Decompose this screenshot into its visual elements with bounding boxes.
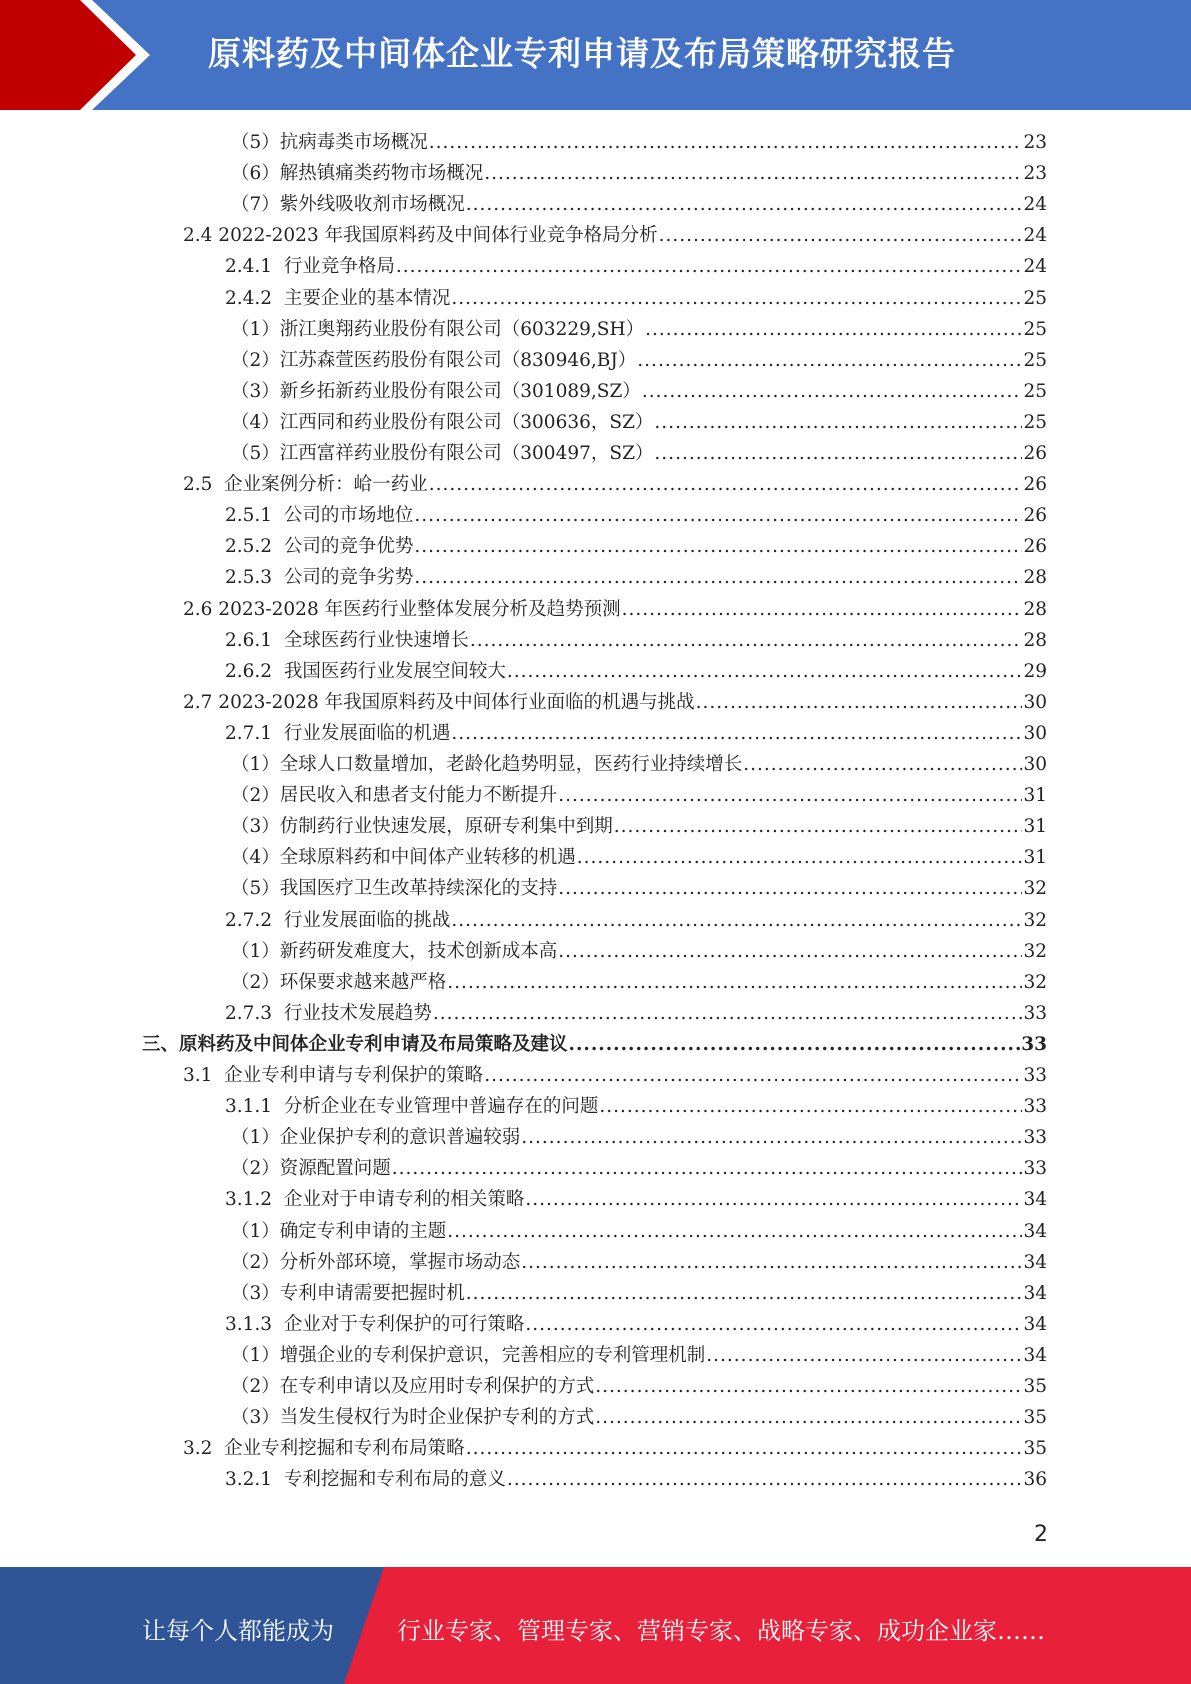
toc-entry-title: （5）我国医疗卫生改革持续深化的支持 xyxy=(231,878,558,900)
toc-entry-page: 24 xyxy=(1023,194,1047,216)
toc-entry-title: （1）新药研发难度大，技术创新成本高 xyxy=(231,940,558,962)
toc-entry[interactable] xyxy=(231,780,1047,811)
toc-entry-page: 34 xyxy=(1023,1282,1047,1304)
toc-entry-title: 3.2.1 专利挖掘和专利布局的意义 xyxy=(225,1469,506,1491)
toc-entry[interactable] xyxy=(225,905,1047,936)
toc-entry[interactable] xyxy=(225,656,1047,687)
toc-entry-title: （2）资源配置问题 xyxy=(231,1158,391,1180)
toc-leader-dots xyxy=(642,376,1023,407)
toc-leader-dots xyxy=(622,594,1023,625)
toc-leader-dots xyxy=(429,469,1023,500)
toc-leader-dots xyxy=(521,1247,1022,1278)
toc-entry[interactable] xyxy=(225,1464,1047,1495)
toc-entry-title: （4）江西同和药业股份有限公司（300636，SZ） xyxy=(231,411,654,433)
toc-entry[interactable] xyxy=(231,1402,1047,1433)
toc-leader-dots xyxy=(414,531,1022,562)
toc-entry-title: （3）仿制药行业快速发展，原研专利集中到期 xyxy=(231,816,613,838)
toc-entry[interactable] xyxy=(225,718,1047,749)
toc-entry-title: 2.4.2 主要企业的基本情况 xyxy=(225,287,451,309)
toc-leader-dots xyxy=(595,1402,1022,1433)
toc-entry-page: 32 xyxy=(1023,878,1047,900)
toc-leader-dots xyxy=(696,687,1023,718)
toc-entry-page: 32 xyxy=(1023,909,1047,931)
toc-entry[interactable] xyxy=(231,842,1047,873)
toc-entry-page: 31 xyxy=(1023,816,1047,838)
toc-entry-title: （1）企业保护专利的意识普遍较弱 xyxy=(231,1127,521,1149)
toc-leader-dots xyxy=(525,1309,1022,1340)
toc-entry-page: 33 xyxy=(1023,1065,1047,1086)
toc-entry[interactable] xyxy=(231,189,1047,220)
toc-entry[interactable] xyxy=(183,594,1047,625)
toc-entry[interactable] xyxy=(183,220,1047,251)
toc-leader-dots xyxy=(451,905,1022,936)
toc-entry-title: （5）江西富祥药业股份有限公司（300497，SZ） xyxy=(231,443,654,464)
toc-entry-page: 36 xyxy=(1023,1469,1047,1491)
toc-leader-dots xyxy=(507,656,1023,687)
header-banner xyxy=(0,0,1191,110)
toc-entry[interactable] xyxy=(225,283,1047,314)
toc-entry-title: 3.1.3 企业对于专利保护的可行策略 xyxy=(225,1313,525,1335)
toc-entry-title: 2.5.2 公司的竞争优势 xyxy=(225,536,414,558)
toc-leader-dots xyxy=(558,873,1022,904)
toc-entry-title: 2.7 2023-2028 年我国原料药及中间体行业面临的机遇与挑战 xyxy=(183,691,695,713)
toc-entry-title: （2）江苏森萱医药股份有限公司（830946,BJ） xyxy=(231,349,637,371)
toc-entry[interactable] xyxy=(231,1216,1047,1247)
toc-entry[interactable] xyxy=(231,158,1047,189)
toc-entry-title: 2.5.1 公司的市场地位 xyxy=(225,505,414,527)
toc-leader-dots xyxy=(558,936,1022,967)
toc-entry[interactable] xyxy=(231,1153,1047,1184)
toc-entry-title: 3.1 企业专利申请与专利保护的策略 xyxy=(183,1065,484,1086)
toc-leader-dots xyxy=(614,811,1023,842)
toc-entry-title: 2.6 2023-2028 年医药行业整体发展分析及趋势预测 xyxy=(183,598,621,620)
toc-entry-page: 35 xyxy=(1023,1376,1047,1397)
toc-entry[interactable] xyxy=(231,749,1047,780)
toc-entry-title: 3.2 企业专利挖掘和专利布局策略 xyxy=(183,1438,465,1460)
toc-leader-dots xyxy=(599,1091,1022,1122)
toc-entry[interactable] xyxy=(231,438,1047,469)
toc-entry[interactable] xyxy=(231,407,1047,438)
page-number: 2 xyxy=(1034,1522,1048,1547)
toc-entry-page: 24 xyxy=(1023,256,1047,278)
toc-entry[interactable] xyxy=(231,314,1047,345)
toc-entry[interactable] xyxy=(231,1278,1047,1309)
toc-entry-page: 33 xyxy=(1023,1158,1047,1180)
toc-entry[interactable] xyxy=(231,1340,1047,1371)
toc-entry[interactable] xyxy=(225,1091,1047,1122)
toc-entry-page: 25 xyxy=(1023,380,1047,402)
toc-entry-page: 28 xyxy=(1023,629,1047,651)
toc-leader-dots xyxy=(447,967,1022,998)
toc-entry[interactable] xyxy=(231,967,1047,998)
toc-entry[interactable] xyxy=(225,625,1047,656)
toc-leader-dots xyxy=(396,251,1023,282)
toc-leader-dots xyxy=(569,1029,1021,1060)
toc-entry-page: 26 xyxy=(1023,474,1047,496)
toc-entry-page: 34 xyxy=(1023,1189,1047,1211)
toc-entry[interactable] xyxy=(225,562,1047,593)
toc-entry-page: 33 xyxy=(1021,1033,1047,1055)
toc-entry-page: 30 xyxy=(1023,722,1047,744)
toc-entry[interactable] xyxy=(231,873,1047,904)
toc-entry-title: （1）增强企业的专利保护意识，完善相应的专利管理机制 xyxy=(231,1344,706,1366)
toc-entry-page: 26 xyxy=(1023,443,1047,464)
toc-entry-title: 2.7.1 行业发展面临的机遇 xyxy=(225,722,451,744)
toc-entry-page: 25 xyxy=(1023,349,1047,371)
toc-entry-page: 35 xyxy=(1023,1407,1047,1429)
toc-entry[interactable] xyxy=(231,127,1047,158)
toc-entry-page: 31 xyxy=(1023,785,1047,807)
toc-entry-page: 28 xyxy=(1023,598,1047,620)
toc-entry-title: （3）新乡拓新药业股份有限公司（301089,SZ） xyxy=(231,380,641,402)
toc-entry-title: 2.6.1 全球医药行业快速增长 xyxy=(225,629,469,651)
toc-entry-title: （1）全球人口数量增加，老龄化趋势明显，医药行业持续增长 xyxy=(231,754,743,775)
toc-entry[interactable] xyxy=(225,251,1047,282)
toc-entry-page: 25 xyxy=(1023,318,1047,340)
footer-slogan-right: 行业专家、管理专家、营销专家、战略专家、成功企业家…… xyxy=(397,1617,1045,1645)
toc-entry-page: 30 xyxy=(1023,754,1047,775)
toc-entry-title: 三、原料药及中间体企业专利申请及布局策略及建议 xyxy=(142,1033,568,1055)
toc-entry-page: 32 xyxy=(1023,971,1047,993)
toc-leader-dots xyxy=(525,1184,1022,1215)
toc-leader-dots xyxy=(414,500,1022,531)
toc-leader-dots xyxy=(466,1433,1023,1464)
toc-entry[interactable] xyxy=(231,1122,1047,1153)
toc-leader-dots xyxy=(558,780,1022,811)
toc-entry-title: （1）浙江奥翔药业股份有限公司（603229,SH） xyxy=(231,318,645,340)
toc-leader-dots xyxy=(466,1278,1023,1309)
toc-leader-dots xyxy=(447,1216,1022,1247)
toc-entry-title: （1）确定专利申请的主题 xyxy=(231,1220,447,1242)
toc-entry-page: 34 xyxy=(1023,1220,1047,1242)
toc-entry[interactable] xyxy=(225,500,1047,531)
toc-entry[interactable] xyxy=(231,811,1047,842)
toc-entry[interactable] xyxy=(183,687,1047,718)
toc-entry-title: （7）紫外线吸收剂市场概况 xyxy=(231,194,465,216)
toc-leader-dots xyxy=(414,562,1022,593)
toc-entry-page: 30 xyxy=(1023,691,1047,713)
toc-entry-page: 24 xyxy=(1023,225,1047,247)
toc-entry-title: （5）抗病毒类市场概况 xyxy=(231,132,428,153)
toc-leader-dots xyxy=(743,749,1022,780)
toc-entry-title: （2）环保要求越来越严格 xyxy=(231,971,447,993)
toc-entry-page: 32 xyxy=(1023,940,1047,962)
toc-leader-dots xyxy=(433,998,1023,1029)
toc-entry-title: （2）分析外部环境，掌握市场动态 xyxy=(231,1251,521,1273)
toc-leader-dots xyxy=(595,1371,1022,1402)
toc-entry[interactable] xyxy=(142,1029,1047,1060)
footer-banner xyxy=(0,1567,1191,1684)
toc-entry[interactable] xyxy=(231,1247,1047,1278)
toc-leader-dots xyxy=(451,718,1022,749)
toc-leader-dots xyxy=(577,842,1023,873)
report-title: 原料药及中间体企业专利申请及布局策略研究报告 xyxy=(208,34,956,73)
toc-entry-title: 2.7.2 行业发展面临的挑战 xyxy=(225,909,451,931)
toc-entry[interactable] xyxy=(231,1371,1047,1402)
toc-entry-page: 35 xyxy=(1023,1438,1047,1460)
toc-entry-title: 2.5 企业案例分析：峆一药业 xyxy=(183,474,428,496)
toc-entry-page: 33 xyxy=(1023,1127,1047,1149)
toc-entry-title: （4）全球原料药和中间体产业转移的机遇 xyxy=(231,847,576,869)
toc-entry-page: 25 xyxy=(1023,287,1047,309)
toc-entry-title: 3.1.1 分析企业在专业管理中普遍存在的问题 xyxy=(225,1096,599,1118)
toc-leader-dots xyxy=(451,283,1022,314)
toc-entry[interactable] xyxy=(225,531,1047,562)
toc-entry[interactable] xyxy=(225,1309,1047,1340)
toc-leader-dots xyxy=(507,1464,1023,1495)
toc-entry[interactable] xyxy=(225,1184,1047,1215)
toc-leader-dots xyxy=(645,314,1022,345)
toc-entry-page: 26 xyxy=(1023,505,1047,527)
toc-entry-page: 26 xyxy=(1023,536,1047,558)
toc-entry-page: 34 xyxy=(1023,1251,1047,1273)
toc-entry-page: 34 xyxy=(1023,1344,1047,1366)
toc-entry-page: 28 xyxy=(1023,567,1047,589)
toc-leader-dots xyxy=(659,220,1023,251)
toc-entry-title: 2.4.1 行业竞争格局 xyxy=(225,256,395,278)
toc-leader-dots xyxy=(466,189,1023,220)
toc-entry-title: 2.4 2022-2023 年我国原料药及中间体行业竞争格局分析 xyxy=(183,225,658,247)
toc-entry[interactable] xyxy=(231,345,1047,376)
toc-entry-page: 34 xyxy=(1023,1313,1047,1335)
toc-leader-dots xyxy=(637,345,1022,376)
toc-leader-dots xyxy=(654,407,1022,438)
toc-leader-dots xyxy=(429,127,1023,158)
toc-entry-page: 33 xyxy=(1023,1002,1047,1024)
toc-leader-dots xyxy=(470,625,1023,656)
toc-entry[interactable] xyxy=(183,1433,1047,1464)
toc-entry-page: 33 xyxy=(1023,1096,1047,1118)
toc-entry-page: 29 xyxy=(1023,660,1047,682)
toc-leader-dots xyxy=(484,158,1022,189)
toc-entry[interactable] xyxy=(183,469,1047,500)
toc-entry-title: （2）在专利申请以及应用时专利保护的方式 xyxy=(231,1376,595,1397)
toc-entry-title: （2）居民收入和患者支付能力不断提升 xyxy=(231,785,558,807)
toc-entry-page: 23 xyxy=(1023,132,1047,153)
toc-leader-dots xyxy=(706,1340,1022,1371)
toc-entry-title: 3.1.2 企业对于申请专利的相关策略 xyxy=(225,1189,525,1211)
toc-entry-title: （3）专利申请需要把握时机 xyxy=(231,1282,465,1304)
toc-entry-title: 2.5.3 公司的竞争劣势 xyxy=(225,567,414,589)
toc-entry-title: （3）当发生侵权行为时企业保护专利的方式 xyxy=(231,1407,595,1429)
toc-leader-dots xyxy=(521,1122,1022,1153)
toc-entry[interactable] xyxy=(231,936,1047,967)
toc-entry[interactable] xyxy=(225,998,1047,1029)
toc-entry-title: （6）解热镇痛类药物市场概况 xyxy=(231,163,484,185)
toc-entry-title: 2.6.2 我国医药行业发展空间较大 xyxy=(225,660,506,682)
toc-leader-dots xyxy=(484,1060,1022,1091)
toc-entry[interactable] xyxy=(231,376,1047,407)
toc-leader-dots xyxy=(654,438,1022,469)
toc-entry-title: 2.7.3 行业技术发展趋势 xyxy=(225,1002,432,1024)
toc-entry-page: 25 xyxy=(1023,411,1047,433)
toc-entry-page: 31 xyxy=(1023,847,1047,869)
footer-slogan-left: 让每个人都能成为 xyxy=(142,1617,334,1645)
toc-entry[interactable] xyxy=(183,1060,1047,1091)
toc-entry-page: 23 xyxy=(1023,163,1047,185)
toc-leader-dots xyxy=(392,1153,1023,1184)
